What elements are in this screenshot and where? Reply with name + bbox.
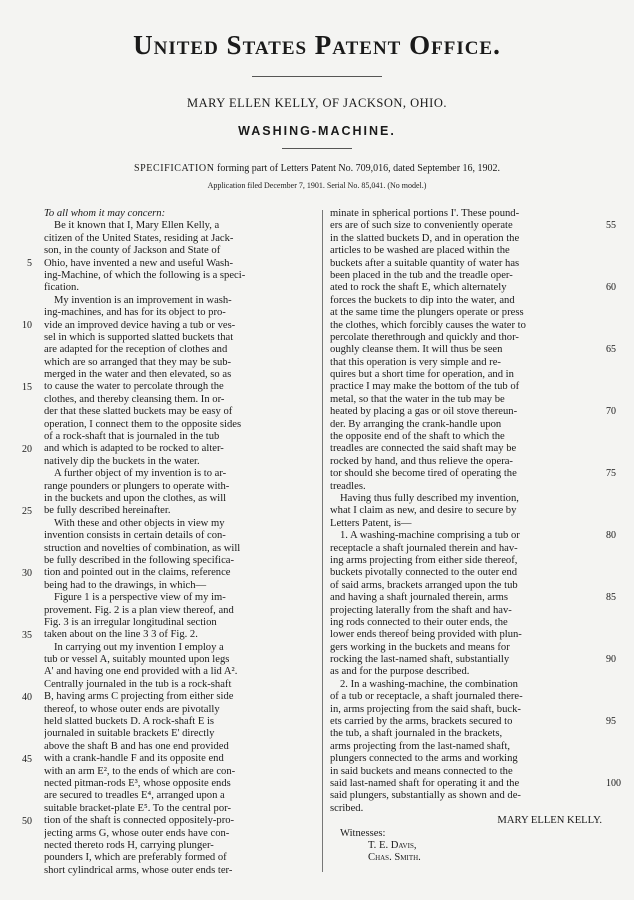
- text-line: of said arms, brackets arranged upon the tub: [330, 579, 518, 591]
- text-line: in, arms projecting from the said shaft, buck-: [330, 703, 521, 715]
- text-line: at the same time the plungers operate or press: [330, 307, 524, 319]
- text-line: thereof, to whose outer ends are pivotally: [44, 703, 220, 715]
- line-number: 100: [606, 778, 621, 790]
- text-line: MARY ELLEN KELLY.: [497, 815, 602, 827]
- text-line: Centrally journaled in the tub is a rock-shaft: [44, 678, 232, 690]
- line-number: 80: [606, 530, 616, 542]
- text-line: buckets after a suitable quantity of water has: [330, 257, 520, 269]
- text-line: der. By arranging the crank-handle upon: [330, 418, 502, 430]
- heading-rule: [252, 76, 382, 77]
- application-line: Application filed December 7, 1901. Serial No. 85,041. (No model.): [207, 181, 427, 190]
- text-line: B, having arms C projecting from either side: [44, 691, 234, 703]
- text-line: range pounders or plungers to operate with-: [44, 480, 230, 492]
- text-line: tion and pointed out in the claims, reference: [44, 567, 231, 579]
- text-line: pounders I, which are preferably formed of: [44, 852, 227, 864]
- text-line: der that these slatted buckets may be easy of: [44, 406, 233, 418]
- text-line: that this operation is very simple and re-: [330, 356, 501, 368]
- text-line: forces the buckets to dip into the water, and: [330, 294, 515, 306]
- text-line: and having a shaft journaled therein, arms: [330, 592, 508, 604]
- text-line: citizen of the United States, residing at Jack-: [44, 232, 234, 244]
- text-line: ing rods connected to their outer ends, the: [330, 616, 508, 628]
- text-line: vide an improved device having a tub or ves-: [44, 319, 236, 331]
- text-line: T. E. Davis,: [368, 839, 417, 851]
- line-number: 50: [22, 815, 32, 827]
- text-line: to cause the water to percolate through the: [44, 381, 224, 393]
- line-number: 30: [22, 567, 32, 579]
- specification-label: SPECIFICATION: [133, 163, 215, 174]
- text-line: Letters Patent, is—: [330, 517, 412, 529]
- line-number: 75: [606, 468, 616, 480]
- text-line: are adapted for the reception of clothes and: [44, 344, 228, 356]
- text-line: said plungers, substantially as shown and de-: [330, 790, 521, 802]
- text-line: minate in spherical portions I'. These pound-: [330, 208, 520, 219]
- invention-title: WASHING-MACHINE.: [238, 124, 396, 138]
- line-number: 5: [27, 257, 32, 269]
- text-line: of a tub or receptacle, a shaft journaled there-: [330, 691, 523, 703]
- text-line: clothes, and thereby cleansing them. In or-: [44, 393, 225, 405]
- line-number: 40: [22, 691, 32, 703]
- text-line: practice I may make the bottom of the tub of: [330, 381, 520, 393]
- line-number: 15: [22, 381, 32, 393]
- text-line: To all whom it may concern:: [44, 208, 166, 219]
- text-line: merged in the water and then elevated, so as: [44, 369, 232, 381]
- text-line: In carrying out my invention I employ a: [54, 641, 224, 653]
- text-line: tub or vessel A, suitably mounted upon legs: [44, 654, 230, 666]
- text-line: of a rock-shaft that is journaled in the tub: [44, 431, 220, 443]
- text-line: 1. A washing-machine comprising a tub or: [340, 530, 520, 542]
- text-line: receptacle a shaft journaled therein and hav-: [330, 542, 518, 554]
- text-line: journaled in suitable brackets E' directly: [44, 728, 215, 740]
- text-line: Chas. Smith.: [368, 852, 421, 864]
- text-line: with a crank-handle F and its opposite end: [44, 753, 224, 765]
- text-line: articles to be washed are placed within the: [330, 245, 510, 257]
- text-line: the opposite end of the shaft to which the: [330, 431, 505, 443]
- text-line: percolate therethrough and quickly and thor-: [330, 331, 519, 343]
- text-line: operation, I connect them to the opposite sides: [44, 418, 242, 430]
- text-line: in said buckets and means connected to the: [330, 765, 513, 777]
- right-column: [330, 208, 602, 865]
- text-line: son, in the county of Jackson and State of: [44, 245, 221, 257]
- text-line: nected pitman-rods E³, whose opposite ends: [44, 777, 231, 789]
- line-number: 70: [606, 406, 616, 418]
- line-number: 65: [606, 344, 616, 356]
- inventor-line: MARY ELLEN KELLY, OF JACKSON, OHIO.: [186, 96, 447, 110]
- text-line: sel in which is supported slatted buckets that: [44, 331, 234, 343]
- office-heading: United States Patent Office.: [133, 30, 501, 60]
- text-line: My invention is an improvement in wash-: [54, 294, 232, 306]
- line-number: 25: [22, 505, 32, 517]
- text-line: natively dip the buckets in the water.: [44, 455, 200, 467]
- text-line: projecting laterally from the shaft and hav-: [330, 604, 512, 616]
- text-line: taken about on the line 3 3 of Fig. 2.: [44, 629, 198, 641]
- text-line: provement. Fig. 2 is a plan view thereof, and: [44, 604, 234, 616]
- text-line: said last-named shaft for operating it and the: [330, 777, 520, 789]
- line-number: 90: [606, 654, 616, 666]
- text-line: buckets pivotally connected to the outer end: [330, 567, 518, 579]
- text-line: ets carried by the arms, brackets secured to: [330, 716, 513, 728]
- text-line: held slatted buckets D. A rock-shaft E is: [44, 716, 215, 728]
- text-line: in the slatted buckets D, and in operation the: [330, 232, 520, 244]
- text-line: heated by placing a gas or oil stove thereun-: [330, 406, 518, 418]
- text-line: ing-Machine, of which the following is a speci-: [44, 269, 246, 281]
- text-line: plungers connected to the arms and working: [330, 753, 518, 765]
- text-line: as and for the purpose described.: [330, 666, 470, 678]
- text-line: scribed.: [330, 802, 364, 814]
- text-line: the clothes, which forcibly causes the water to: [330, 319, 526, 331]
- text-line: what I claim as new, and desire to secure by: [330, 505, 517, 517]
- text-line: invention consists in certain details of con-: [44, 530, 226, 542]
- text-line: ated to rock the shaft E, which alternately: [330, 282, 507, 294]
- text-line: arms projecting from the last-named shaft,: [330, 740, 511, 752]
- text-line: metal, so that the water in the tub may be: [330, 393, 505, 405]
- column-divider: [322, 210, 323, 872]
- text-line: which are so arranged that they may be sub-: [44, 356, 232, 368]
- text-line: With these and other objects in view my: [54, 517, 225, 529]
- text-line: rocked by hand, and thus relieve the opera-: [330, 455, 513, 467]
- text-line: nected thereto rods H, carrying plunger-: [44, 839, 214, 851]
- line-number: 60: [606, 282, 616, 294]
- text-line: ing-machines, and has for its object to pro-: [44, 307, 226, 319]
- text-line: suitable bracket-plate E⁵. To the central por-: [44, 802, 231, 814]
- line-number: 45: [22, 753, 32, 765]
- text-line: Fig. 3 is an irregular longitudinal section: [44, 616, 217, 628]
- text-line: the tub, a shaft journaled in the brackets,: [330, 728, 503, 740]
- text-line: A' and having one end provided with a lid A².: [44, 666, 238, 678]
- text-line: Having thus fully described my invention,: [340, 492, 519, 504]
- text-line: ers are of such size to conveniently operate: [330, 220, 513, 232]
- text-line: tion of the shaft is connected oppositely-pro-: [44, 815, 235, 827]
- text-line: Be it known that I, Mary Ellen Kelly, a: [54, 220, 220, 232]
- text-line: treadles.: [330, 480, 366, 492]
- text-line: in the buckets and upon the clothes, as will: [44, 492, 227, 504]
- text-line: rocking the last-named shaft, substantially: [330, 654, 510, 666]
- text-line: above the shaft B and has one end provided: [44, 740, 229, 752]
- text-line: gers working in the buckets and means for: [330, 641, 510, 653]
- text-line: jecting arms G, whose outer ends have con-: [44, 827, 230, 839]
- text-line: been placed in the tub and the treadle oper-: [330, 269, 513, 281]
- specification-text: forming part of Letters Patent No. 709,016, dated September 16, 1902.: [217, 163, 501, 174]
- line-number: 10: [22, 319, 32, 331]
- text-line: lower ends thereof being provided with plun-: [330, 629, 522, 641]
- text-line: quires but a short time for operation, and in: [330, 369, 514, 381]
- text-line: be fully described hereinafter.: [44, 505, 171, 517]
- text-line: with an arm E², to the ends of which are con-: [44, 765, 236, 777]
- text-line: treadles are connected the said shaft may be: [330, 443, 517, 455]
- text-line: 2. In a washing-machine, the combination: [340, 678, 518, 690]
- text-line: ing arms projecting from either side thereof,: [330, 554, 518, 566]
- text-line: Figure 1 is a perspective view of my im-: [54, 592, 226, 604]
- line-number: 20: [22, 443, 32, 455]
- line-number: 35: [22, 629, 32, 641]
- text-line: are secured to treadles E⁴, arranged upon a: [44, 790, 225, 802]
- text-line: A further object of my invention is to ar-: [54, 468, 227, 480]
- text-line: short cylindrical arms, whose outer ends ter-: [44, 864, 233, 876]
- specification-line: [0, 163, 634, 174]
- text-line: struction and novelties of combination, as will: [44, 542, 241, 554]
- text-line: Ohio, have invented a new and useful Wash-: [44, 257, 233, 269]
- left-column: [44, 208, 316, 877]
- text-line: fication.: [44, 282, 80, 294]
- text-line: being had to the drawings, in which—: [44, 579, 207, 591]
- line-number: 55: [606, 220, 616, 232]
- line-number: 85: [606, 592, 616, 604]
- text-line: oughly cleanse them. It will thus be seen: [330, 344, 503, 356]
- text-line: tor should she become tired of operating the: [330, 468, 517, 480]
- line-number: 95: [606, 716, 616, 728]
- text-line: and which is adapted to be rocked to alter-: [44, 443, 224, 455]
- text-line: be fully described in the following specifica-: [44, 554, 235, 566]
- title-rule: [282, 148, 352, 149]
- text-line: Witnesses:: [340, 827, 386, 839]
